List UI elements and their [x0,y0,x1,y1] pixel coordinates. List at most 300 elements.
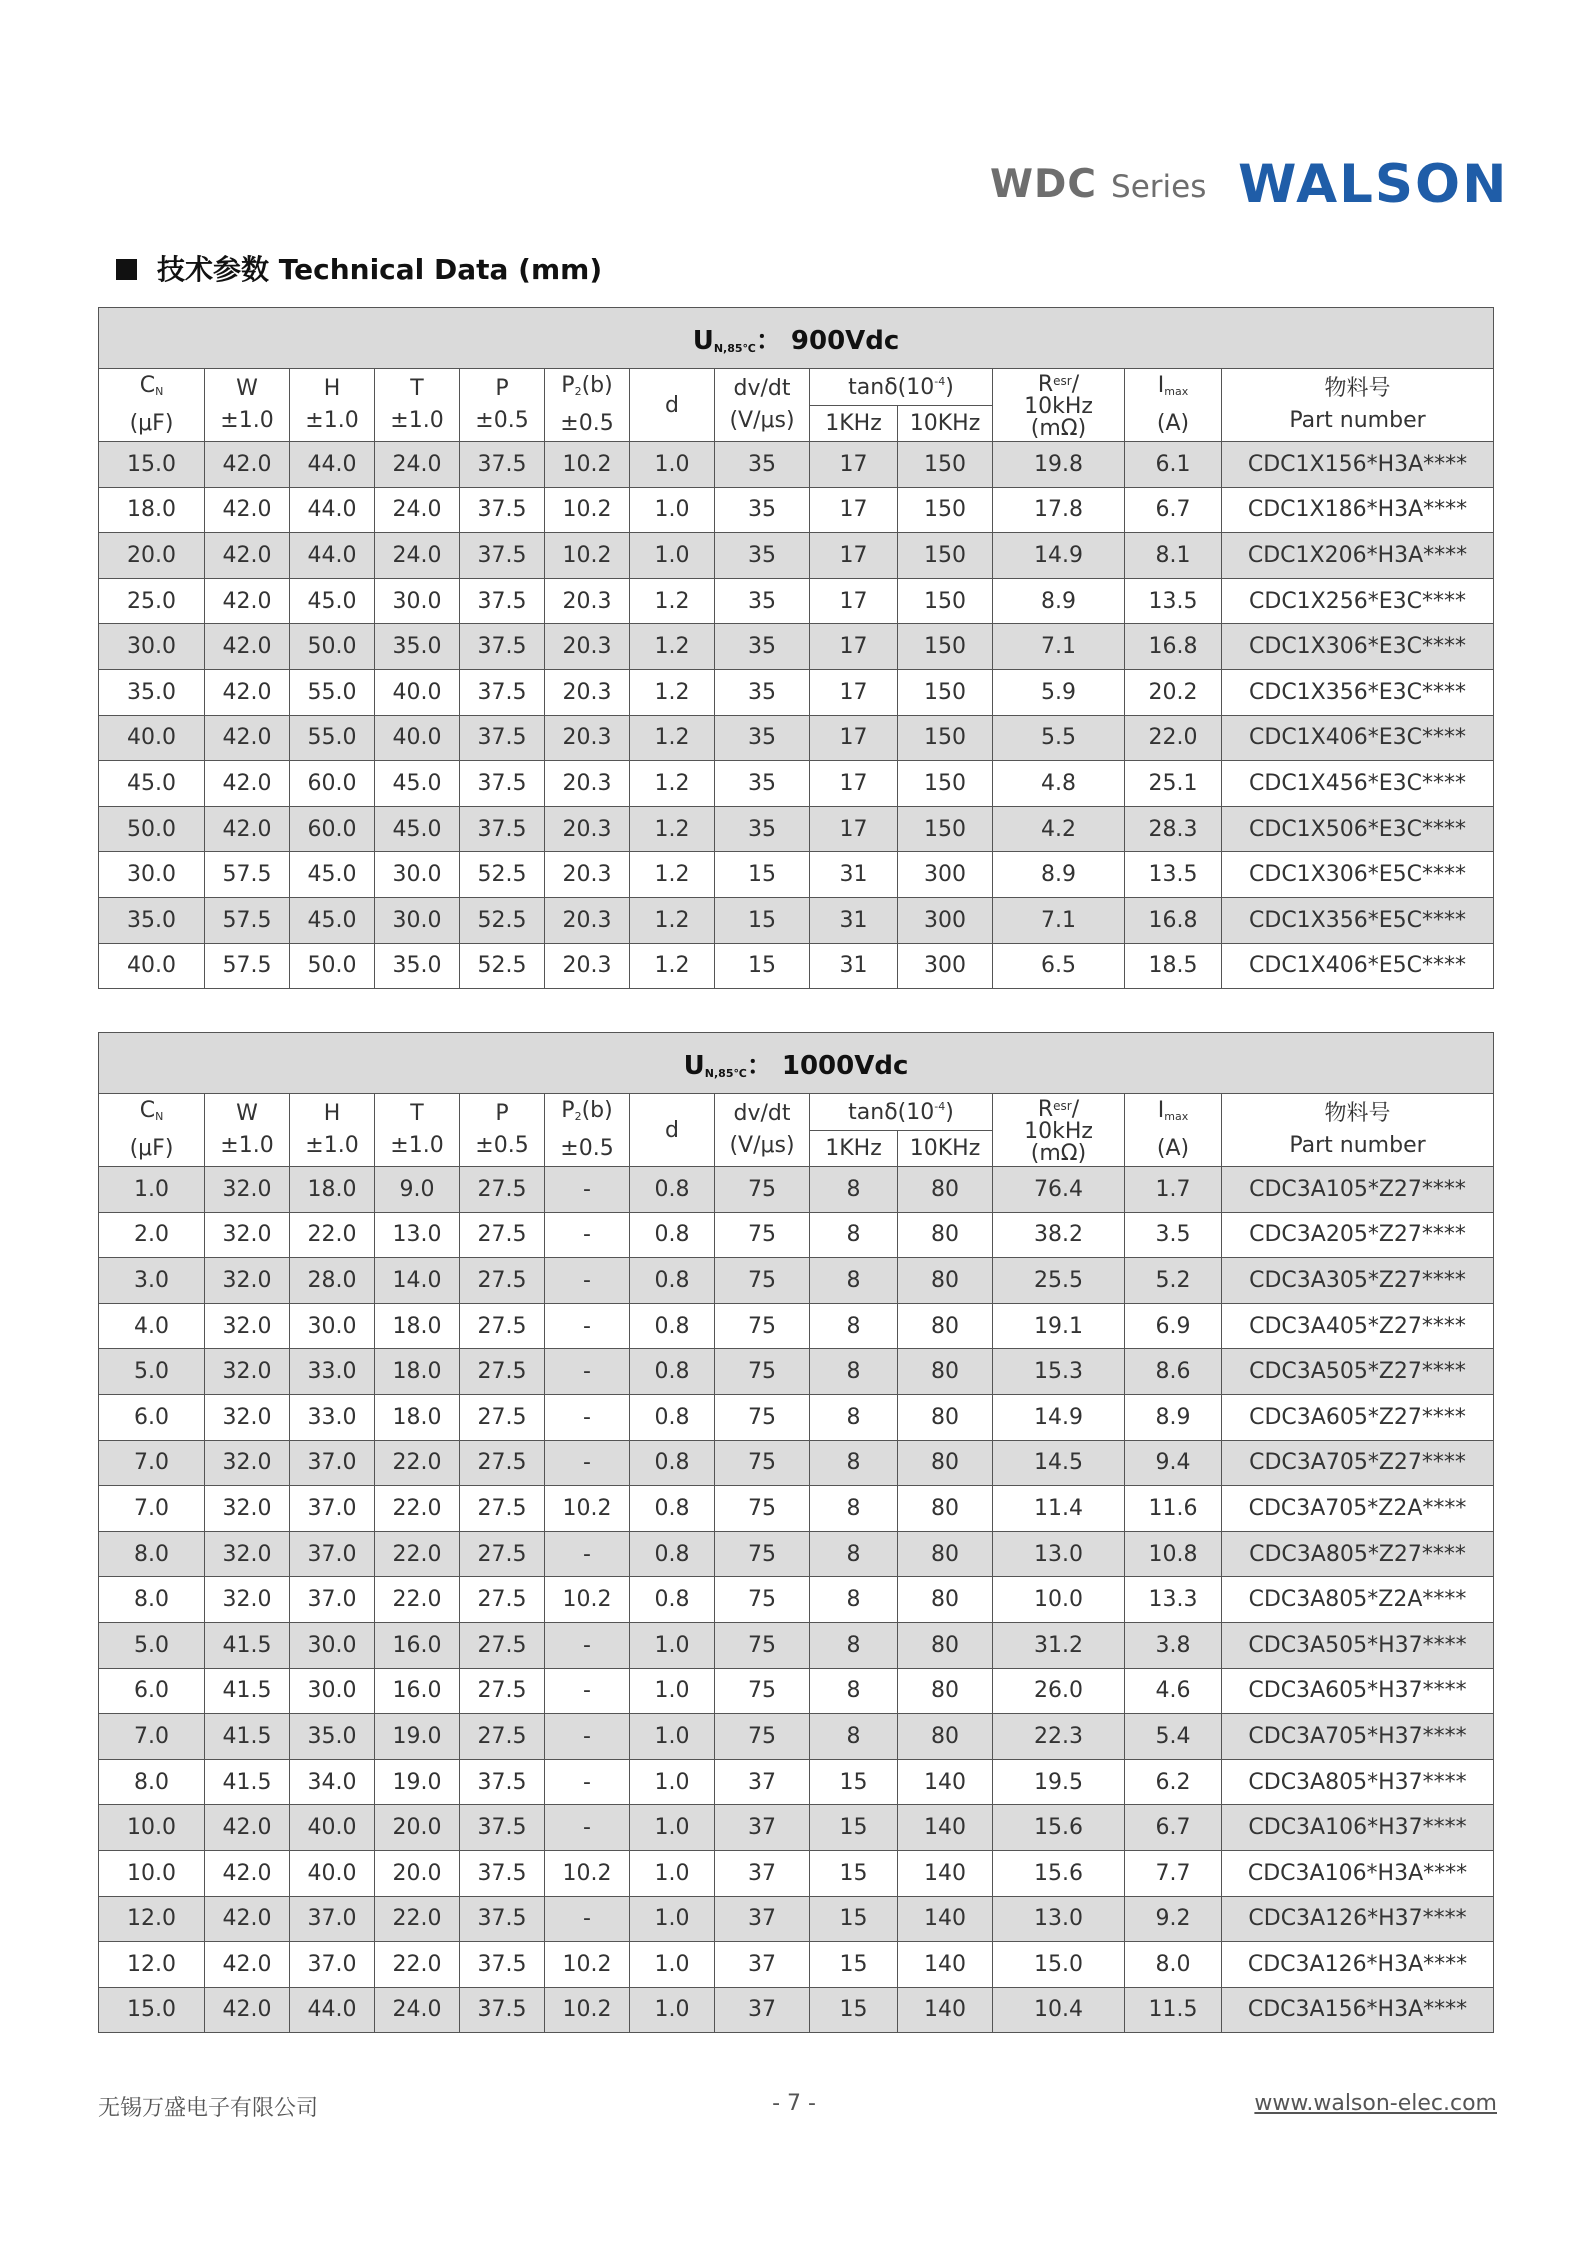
cell-capacitance: 6.0 [99,1668,205,1714]
cell-part-number: CDC1X186*H3A**** [1222,487,1494,533]
cell-tan-1khz: 17 [810,487,898,533]
cell-capacitance: 40.0 [99,943,205,989]
cell-p2: - [545,1349,630,1395]
cell-imax: 8.0 [1125,1942,1222,1988]
cell-h: 45.0 [290,852,375,898]
cell-d: 0.8 [630,1212,715,1258]
cell-t: 22.0 [375,1942,460,1988]
cell-h: 44.0 [290,1987,375,2033]
cell-tan-1khz: 8 [810,1668,898,1714]
cell-part-number: CDC1X206*H3A**** [1222,533,1494,579]
cell-tan-10khz: 150 [898,715,993,761]
cell-p2: 20.3 [545,624,630,670]
cell-dvdt: 37 [715,1759,810,1805]
cell-resr: 31.2 [993,1622,1125,1668]
cell-p: 27.5 [460,1212,545,1258]
cell-tan-10khz: 80 [898,1577,993,1623]
cell-w: 32.0 [205,1349,290,1395]
cell-t: 35.0 [375,624,460,670]
cell-dvdt: 35 [715,487,810,533]
section-heading [116,248,602,288]
table-body [99,1167,1494,2033]
cell-t: 16.0 [375,1622,460,1668]
cell-imax: 22.0 [1125,715,1222,761]
cell-p: 37.5 [460,715,545,761]
cell-capacitance: 35.0 [99,669,205,715]
cell-capacitance: 12.0 [99,1942,205,1988]
cell-dvdt: 75 [715,1167,810,1213]
cell-w: 41.5 [205,1759,290,1805]
cell-tan-10khz: 80 [898,1258,993,1304]
cell-h: 37.0 [290,1486,375,1532]
cell-resr: 6.5 [993,943,1125,989]
cell-capacitance: 10.0 [99,1850,205,1896]
cell-resr: 17.8 [993,487,1125,533]
cell-w: 42.0 [205,715,290,761]
cell-capacitance: 5.0 [99,1349,205,1395]
cell-w: 42.0 [205,806,290,852]
cell-p2: - [545,1440,630,1486]
cell-part-number: CDC3A805*H37**** [1222,1759,1494,1805]
cell-capacitance: 12.0 [99,1896,205,1942]
square-bullet-icon [116,259,137,280]
cell-tan-1khz: 8 [810,1394,898,1440]
cell-part-number: CDC3A106*H37**** [1222,1805,1494,1851]
cell-d: 0.8 [630,1258,715,1304]
cell-d: 1.0 [630,1668,715,1714]
cell-p: 27.5 [460,1577,545,1623]
cell-capacitance: 35.0 [99,897,205,943]
col-header-tan-delta: $\tan\delta(10^{-4})$ [810,1094,993,1131]
cell-d: 1.0 [630,1622,715,1668]
table-title: $U_{N,85℃}$： 900Vdc [99,308,1494,369]
cell-resr: 15.3 [993,1349,1125,1395]
cell-dvdt: 35 [715,669,810,715]
cell-imax: 13.3 [1125,1577,1222,1623]
cell-resr: 76.4 [993,1167,1125,1213]
cell-part-number: CDC3A705*Z27**** [1222,1440,1494,1486]
cell-imax: 3.5 [1125,1212,1222,1258]
col-header-part-number: 物料号 Part number [1222,369,1494,442]
cell-w: 42.0 [205,1987,290,2033]
cell-d: 1.2 [630,897,715,943]
table-row [99,1805,1494,1851]
cell-t: 24.0 [375,487,460,533]
cell-imax: 9.4 [1125,1440,1222,1486]
cell-tan-10khz: 150 [898,442,993,488]
cell-t: 18.0 [375,1349,460,1395]
cell-part-number: CDC3A106*H3A**** [1222,1850,1494,1896]
cell-h: 30.0 [290,1668,375,1714]
cell-d: 1.2 [630,715,715,761]
cell-imax: 9.2 [1125,1896,1222,1942]
cell-resr: 38.2 [993,1212,1125,1258]
cell-h: 40.0 [290,1805,375,1851]
cell-d: 0.8 [630,1394,715,1440]
cell-p: 27.5 [460,1394,545,1440]
table-row [99,715,1494,761]
cell-imax: 3.8 [1125,1622,1222,1668]
cell-capacitance: 2.0 [99,1212,205,1258]
cell-part-number: CDC3A705*H37**** [1222,1714,1494,1760]
cell-p: 37.5 [460,442,545,488]
cell-resr: 15.6 [993,1850,1125,1896]
table-row [99,624,1494,670]
cell-imax: 7.7 [1125,1850,1222,1896]
cell-h: 33.0 [290,1394,375,1440]
cell-d: 0.8 [630,1486,715,1532]
table-row [99,1303,1494,1349]
cell-p2: 10.2 [545,1850,630,1896]
cell-d: 1.0 [630,1850,715,1896]
cell-d: 1.2 [630,943,715,989]
cell-p: 27.5 [460,1167,545,1213]
cell-tan-10khz: 80 [898,1212,993,1258]
cell-p2: 20.3 [545,578,630,624]
table-row [99,487,1494,533]
cell-w: 42.0 [205,442,290,488]
cell-imax: 8.1 [1125,533,1222,579]
cell-capacitance: 18.0 [99,487,205,533]
cell-capacitance: 20.0 [99,533,205,579]
cell-capacitance: 40.0 [99,715,205,761]
cell-part-number: CDC3A505*H37**** [1222,1622,1494,1668]
cell-resr: 15.0 [993,1942,1125,1988]
cell-capacitance: 10.0 [99,1805,205,1851]
cell-tan-1khz: 15 [810,1987,898,2033]
cell-tan-1khz: 31 [810,897,898,943]
cell-capacitance: 7.0 [99,1714,205,1760]
cell-dvdt: 75 [715,1622,810,1668]
series-name: WDC [990,162,1098,207]
cell-p2: - [545,1394,630,1440]
cell-capacitance: 15.0 [99,442,205,488]
cell-h: 28.0 [290,1258,375,1304]
cell-tan-1khz: 15 [810,1805,898,1851]
cell-t: 14.0 [375,1258,460,1304]
cell-imax: 6.1 [1125,442,1222,488]
cell-imax: 11.5 [1125,1987,1222,2033]
cell-w: 57.5 [205,897,290,943]
cell-resr: 19.8 [993,442,1125,488]
cell-t: 18.0 [375,1303,460,1349]
cell-p2: 10.2 [545,1486,630,1532]
table-row [99,1486,1494,1532]
cell-p2: 20.3 [545,943,630,989]
cell-dvdt: 37 [715,1850,810,1896]
cell-t: 18.0 [375,1394,460,1440]
cell-d: 0.8 [630,1577,715,1623]
cell-imax: 20.2 [1125,669,1222,715]
cell-dvdt: 15 [715,943,810,989]
cell-p2: - [545,1714,630,1760]
section-title: 技术参数 Technical Data (mm) [157,253,603,286]
cell-dvdt: 75 [715,1714,810,1760]
cell-p2: - [545,1258,630,1304]
cell-w: 32.0 [205,1531,290,1577]
cell-tan-10khz: 80 [898,1714,993,1760]
cell-imax: 1.7 [1125,1167,1222,1213]
cell-capacitance: 25.0 [99,578,205,624]
cell-dvdt: 75 [715,1440,810,1486]
cell-tan-10khz: 300 [898,943,993,989]
cell-p: 37.5 [460,1942,545,1988]
cell-d: 1.2 [630,806,715,852]
cell-dvdt: 75 [715,1349,810,1395]
col-header-tan-1khz: 1KHz [810,1131,898,1167]
cell-p2: 10.2 [545,1577,630,1623]
cell-d: 0.8 [630,1531,715,1577]
cell-resr: 11.4 [993,1486,1125,1532]
cell-tan-1khz: 8 [810,1486,898,1532]
cell-tan-10khz: 150 [898,669,993,715]
table-row [99,852,1494,898]
col-header-t: T ±1.0 [375,369,460,442]
col-header-p2: $P_2(b)$ ±0.5 [545,1094,630,1167]
cell-part-number: CDC1X356*E3C**** [1222,669,1494,715]
table-row [99,1896,1494,1942]
cell-dvdt: 35 [715,533,810,579]
cell-p: 52.5 [460,943,545,989]
cell-resr: 7.1 [993,897,1125,943]
cell-resr: 22.3 [993,1714,1125,1760]
cell-w: 32.0 [205,1258,290,1304]
cell-h: 37.0 [290,1896,375,1942]
cell-tan-1khz: 31 [810,943,898,989]
cell-part-number: CDC3A705*Z2A**** [1222,1486,1494,1532]
cell-tan-1khz: 15 [810,1759,898,1805]
footer-website-link[interactable]: www.walson-elec.com [1254,2091,1497,2116]
col-header-tan-1khz: 1KHz [810,406,898,442]
cell-t: 45.0 [375,761,460,807]
cell-part-number: CDC1X406*E5C**** [1222,943,1494,989]
col-header-t: T ±1.0 [375,1094,460,1167]
series-title [990,162,1206,207]
cell-tan-1khz: 17 [810,578,898,624]
cell-tan-1khz: 8 [810,1622,898,1668]
cell-imax: 8.9 [1125,1394,1222,1440]
cell-d: 1.0 [630,1987,715,2033]
cell-w: 32.0 [205,1212,290,1258]
cell-t: 22.0 [375,1531,460,1577]
cell-h: 37.0 [290,1577,375,1623]
cell-tan-10khz: 80 [898,1394,993,1440]
cell-tan-1khz: 17 [810,533,898,579]
cell-d: 0.8 [630,1440,715,1486]
cell-tan-1khz: 17 [810,715,898,761]
spec-table-1000vdc [98,1032,1494,2033]
cell-tan-10khz: 140 [898,1850,993,1896]
cell-d: 0.8 [630,1349,715,1395]
cell-t: 24.0 [375,442,460,488]
cell-imax: 16.8 [1125,897,1222,943]
table-row [99,578,1494,624]
table-row [99,943,1494,989]
cell-tan-10khz: 140 [898,1805,993,1851]
cell-h: 40.0 [290,1850,375,1896]
cell-capacitance: 5.0 [99,1622,205,1668]
cell-p: 27.5 [460,1622,545,1668]
cell-p: 37.5 [460,1805,545,1851]
cell-w: 32.0 [205,1440,290,1486]
cell-resr: 8.9 [993,852,1125,898]
cell-dvdt: 35 [715,624,810,670]
cell-p: 37.5 [460,669,545,715]
cell-imax: 4.6 [1125,1668,1222,1714]
cell-tan-10khz: 150 [898,533,993,579]
cell-t: 9.0 [375,1167,460,1213]
cell-p: 27.5 [460,1714,545,1760]
table-row [99,1531,1494,1577]
col-header-resr: $R^{esr}/$ 10kHz (mΩ) [993,369,1125,442]
cell-w: 32.0 [205,1486,290,1532]
cell-part-number: CDC3A126*H3A**** [1222,1942,1494,1988]
cell-p: 37.5 [460,761,545,807]
cell-p2: 20.3 [545,669,630,715]
spec-table-900vdc [98,307,1494,989]
cell-tan-10khz: 80 [898,1622,993,1668]
footer-page-number: - 7 - [772,2091,816,2116]
cell-tan-1khz: 8 [810,1531,898,1577]
cell-p: 27.5 [460,1349,545,1395]
cell-tan-10khz: 150 [898,761,993,807]
cell-capacitance: 8.0 [99,1577,205,1623]
cell-tan-1khz: 8 [810,1212,898,1258]
cell-p2: 20.3 [545,852,630,898]
cell-w: 41.5 [205,1622,290,1668]
cell-d: 1.2 [630,852,715,898]
cell-w: 42.0 [205,1850,290,1896]
cell-part-number: CDC3A305*Z27**** [1222,1258,1494,1304]
table-row [99,761,1494,807]
cell-p: 27.5 [460,1531,545,1577]
cell-t: 40.0 [375,715,460,761]
cell-p2: 20.3 [545,715,630,761]
cell-tan-1khz: 8 [810,1714,898,1760]
col-header-p: P ±0.5 [460,369,545,442]
cell-p2: - [545,1805,630,1851]
cell-h: 60.0 [290,806,375,852]
cell-w: 41.5 [205,1668,290,1714]
cell-tan-1khz: 15 [810,1850,898,1896]
cell-t: 20.0 [375,1850,460,1896]
cell-p: 37.5 [460,578,545,624]
cell-part-number: CDC1X356*E5C**** [1222,897,1494,943]
cell-part-number: CDC1X506*E3C**** [1222,806,1494,852]
cell-p: 37.5 [460,1850,545,1896]
col-header-d: d [630,369,715,442]
cell-part-number: CDC3A605*H37**** [1222,1668,1494,1714]
cell-d: 1.0 [630,442,715,488]
cell-tan-10khz: 150 [898,624,993,670]
col-header-resr: $R^{esr}/$ 10kHz (mΩ) [993,1094,1125,1167]
cell-resr: 8.9 [993,578,1125,624]
cell-w: 41.5 [205,1714,290,1760]
cell-resr: 5.9 [993,669,1125,715]
cell-p2: - [545,1896,630,1942]
cell-capacitance: 15.0 [99,1987,205,2033]
cell-t: 22.0 [375,1896,460,1942]
cell-tan-10khz: 150 [898,487,993,533]
table-row [99,1440,1494,1486]
col-header-part-number: 物料号 Part number [1222,1094,1494,1167]
cell-tan-1khz: 17 [810,442,898,488]
table-row [99,1349,1494,1395]
table-row [99,1258,1494,1304]
cell-p2: 10.2 [545,487,630,533]
cell-tan-1khz: 31 [810,852,898,898]
cell-p: 37.5 [460,1896,545,1942]
cell-p2: - [545,1622,630,1668]
cell-capacitance: 30.0 [99,852,205,898]
cell-h: 60.0 [290,761,375,807]
cell-d: 1.0 [630,533,715,579]
col-header-p2: $P_2(b)$ ±0.5 [545,369,630,442]
cell-p: 27.5 [460,1303,545,1349]
cell-p2: - [545,1531,630,1577]
cell-p2: 10.2 [545,442,630,488]
cell-dvdt: 35 [715,442,810,488]
cell-imax: 6.7 [1125,487,1222,533]
cell-h: 33.0 [290,1349,375,1395]
cell-w: 42.0 [205,578,290,624]
cell-dvdt: 75 [715,1531,810,1577]
cell-dvdt: 75 [715,1258,810,1304]
cell-part-number: CDC3A205*Z27**** [1222,1212,1494,1258]
cell-capacitance: 30.0 [99,624,205,670]
cell-part-number: CDC1X406*E3C**** [1222,715,1494,761]
cell-h: 55.0 [290,669,375,715]
col-header-dvdt: dv/dt (V/μs) [715,369,810,442]
cell-imax: 13.5 [1125,578,1222,624]
cell-dvdt: 37 [715,1896,810,1942]
cell-w: 57.5 [205,943,290,989]
cell-t: 19.0 [375,1714,460,1760]
cell-h: 30.0 [290,1622,375,1668]
cell-resr: 15.6 [993,1805,1125,1851]
cell-part-number: CDC3A805*Z27**** [1222,1531,1494,1577]
col-header-tan-10khz: 10KHz [898,1131,993,1167]
cell-p: 52.5 [460,897,545,943]
cell-p: 52.5 [460,852,545,898]
cell-tan-10khz: 140 [898,1896,993,1942]
col-header-imax: $I_{max}$ (A) [1125,369,1222,442]
cell-p: 37.5 [460,1987,545,2033]
table-row [99,1942,1494,1988]
cell-tan-1khz: 8 [810,1258,898,1304]
cell-w: 32.0 [205,1394,290,1440]
cell-tan-1khz: 15 [810,1896,898,1942]
cell-tan-1khz: 17 [810,669,898,715]
cell-capacitance: 4.0 [99,1303,205,1349]
cell-part-number: CDC3A805*Z2A**** [1222,1577,1494,1623]
cell-resr: 4.2 [993,806,1125,852]
cell-d: 1.2 [630,761,715,807]
cell-t: 30.0 [375,852,460,898]
cell-imax: 16.8 [1125,624,1222,670]
cell-h: 55.0 [290,715,375,761]
cell-h: 37.0 [290,1942,375,1988]
cell-resr: 19.1 [993,1303,1125,1349]
table-row [99,442,1494,488]
cell-p: 37.5 [460,487,545,533]
cell-resr: 25.5 [993,1258,1125,1304]
cell-tan-10khz: 80 [898,1486,993,1532]
cell-dvdt: 15 [715,852,810,898]
cell-w: 32.0 [205,1167,290,1213]
cell-dvdt: 35 [715,578,810,624]
cell-p2: 10.2 [545,533,630,579]
